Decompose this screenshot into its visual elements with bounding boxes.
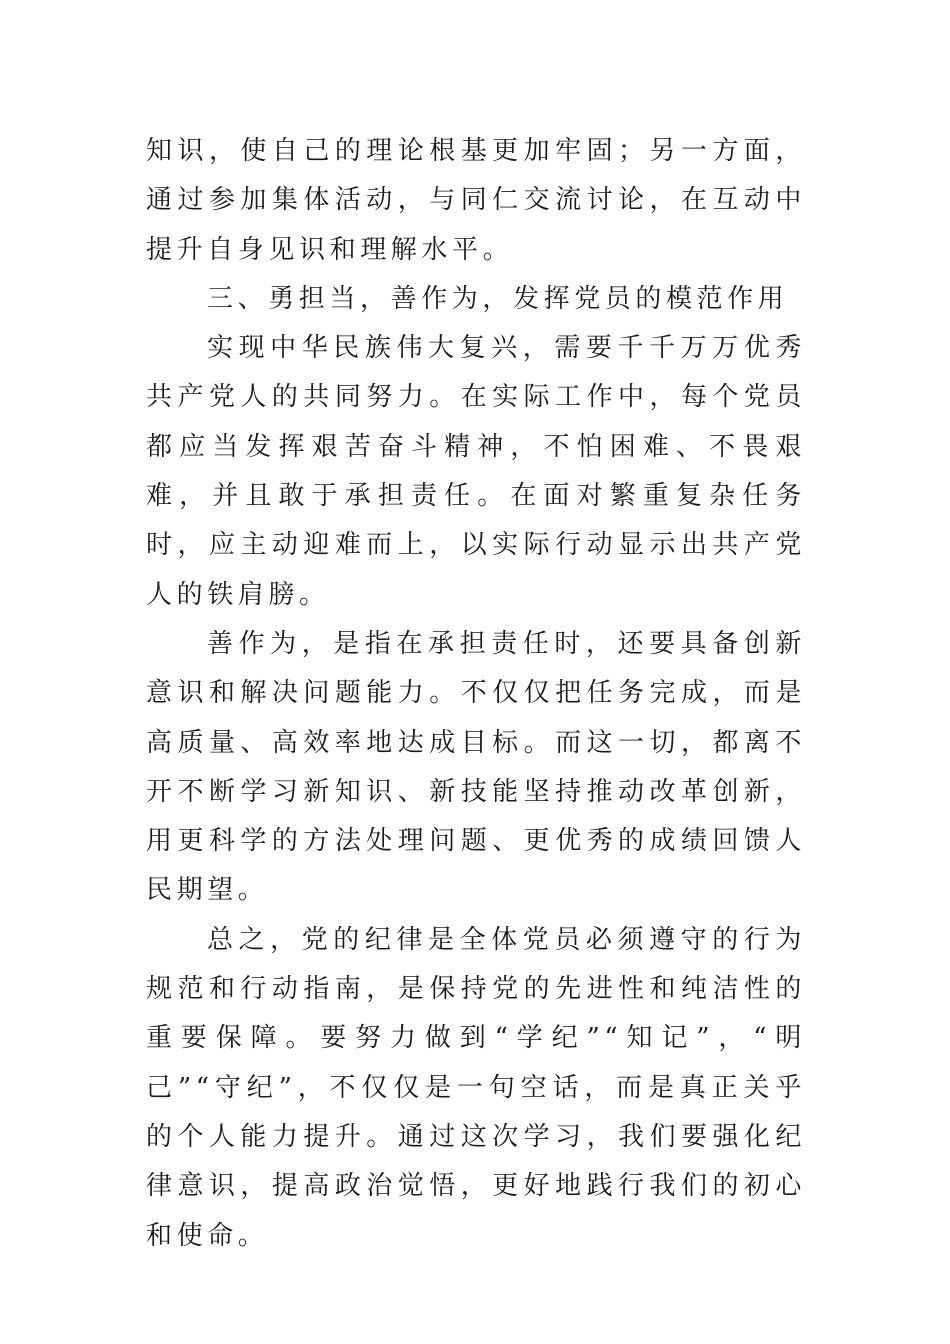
- paragraph-body: 总之，党的纪律是全体党员必须遵守的行为规范和行动指南，是保持党的先进性和纯洁性的重要保障。要努力做到“学纪”“知记”，“明己”“守纪”，不仅仅是一句空话，而是真正关乎的个人能力提升。通过这次学习，我们要强化纪律意识，提高政治觉悟，更好地践行我们的初心和使命。: [146, 924, 806, 1251]
- paragraph-body: 实现中华民族伟大复兴，需要千千万万优秀共产党人的共同努力。在实际工作中，每个党员都应当发挥艰苦奋斗精神，不怕困难、不畏艰难，并且敢于承担责任。在面对繁重复杂任务时，应主动迎难而上，以实际行动显示出共产党人的铁肩膀。: [146, 333, 806, 610]
- paragraph-continuation: 知识，使自己的理论根基更加牢固；另一方面，通过参加集体活动，与同仁交流讨论，在互动中提升自身见识和理解水平。: [146, 136, 806, 265]
- section-heading: 三、勇担当，善作为，发挥党员的模范作用: [207, 283, 789, 314]
- document-body: [146, 127, 806, 1261]
- paragraph-body: 善作为，是指在承担责任时，还要具备创新意识和解决问题能力。不仅仅把任务完成，而是高质量、高效率地达成目标。而这一切，都离不开不断学习新知识、新技能坚持推动改革创新，用更科学的方法处理问题、更优秀的成绩回馈人民期望。: [146, 628, 806, 906]
